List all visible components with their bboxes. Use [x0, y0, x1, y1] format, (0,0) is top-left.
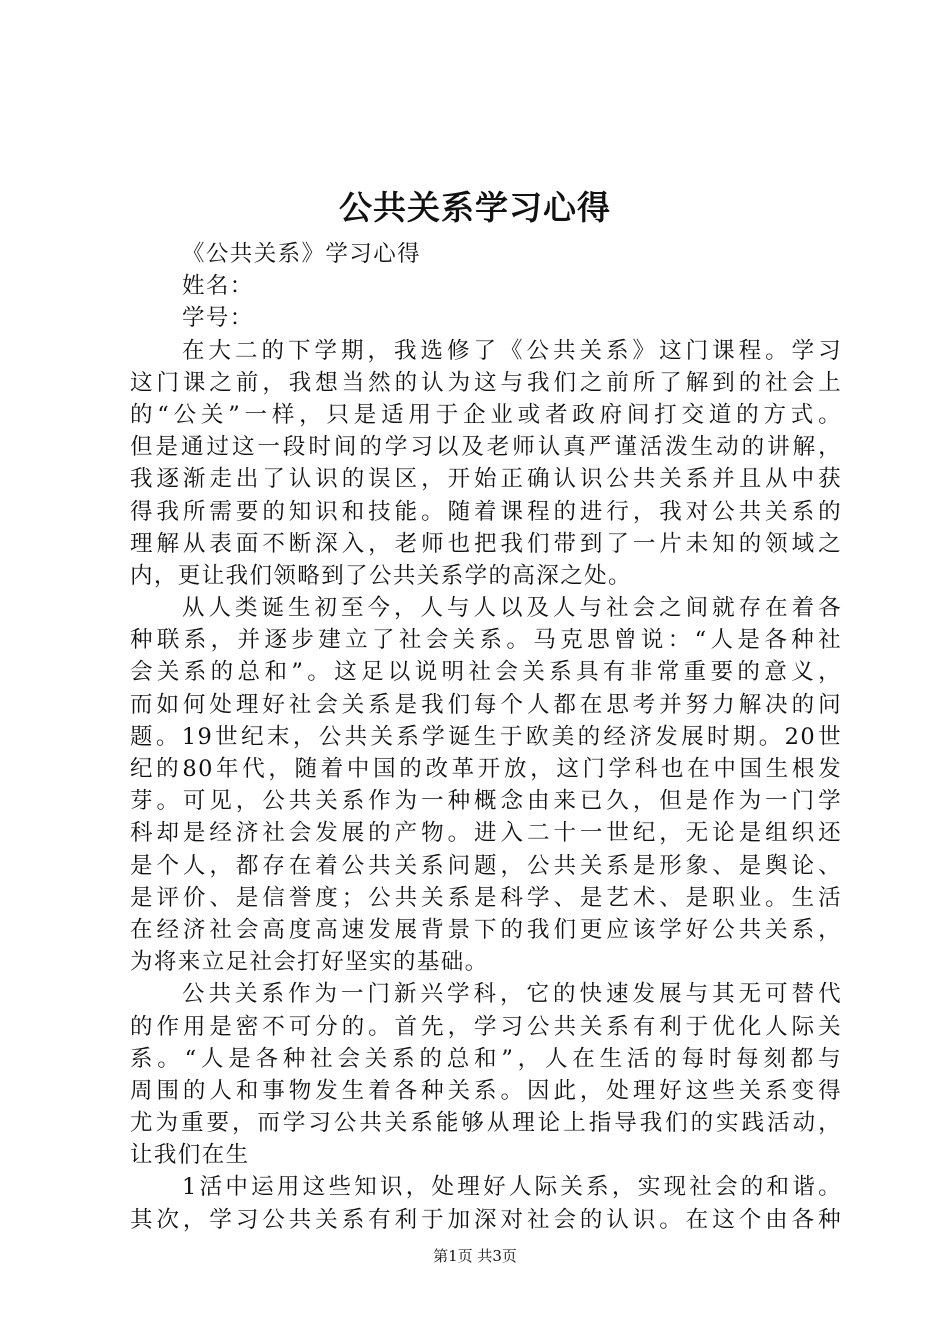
- body-line: 但是通过这一段时间的学习以及老师认真严谨活泼生动的讲解，: [130, 434, 842, 461]
- body-line: 学号：: [182, 305, 254, 332]
- body-line: 在经济社会高度高速发展背景下的我们更应该学好公共关系，: [130, 916, 842, 943]
- body-line: 在大二的下学期，我选修了《公共关系》这门课程。学习: [182, 337, 842, 364]
- document-title: 公共关系学习心得: [339, 188, 611, 227]
- body-line: 芽。可见，公共关系作为一种概念由来已久，但是作为一门学: [130, 788, 842, 815]
- body-line: 题。19世纪末，公共关系学诞生于欧美的经济发展时期。20世: [130, 723, 842, 750]
- body-line: 这门课之前，我想当然的认为这与我们之前所了解到的社会上: [130, 369, 842, 396]
- body-line: 《公共关系》学习心得: [182, 241, 422, 267]
- body-line: 而如何处理好社会关系是我们每个人都在思考并努力解决的问: [130, 691, 842, 718]
- body-line: 其次，学习公共关系有利于加深对社会的认识。在这个由各种: [130, 1206, 842, 1233]
- body-line: 周围的人和事物发生着各种关系。因此，处理好这些关系变得: [130, 1077, 842, 1104]
- body-line: 让我们在生: [130, 1142, 250, 1169]
- body-line: 种联系，并逐步建立了社会关系。马克思曾说：“人是各种社: [130, 627, 842, 654]
- body-line: 我逐渐走出了认识的误区，开始正确认识公共关系并且从中获: [130, 466, 842, 493]
- body-line: 科却是经济社会发展的产物。进入二十一世纪，无论是组织还: [130, 820, 842, 847]
- body-line: 是评价、是信誉度；公共关系是科学、是艺术、是职业。生活: [130, 884, 842, 911]
- body-line: 会关系的总和”。这足以说明社会关系具有非常重要的意义，: [130, 659, 842, 686]
- body-line: 系。“人是各种社会关系的总和”，人在生活的每时每刻都与: [130, 1045, 842, 1072]
- body-line: 内，更让我们领略到了公共关系学的高深之处。: [130, 562, 632, 589]
- body-line: 1活中运用这些知识，处理好人际关系，实现社会的和谐。: [182, 1174, 842, 1201]
- body-line: 从人类诞生初至今，人与人以及人与社会之间就存在着各: [182, 595, 842, 622]
- body-line: 尤为重要，而学习公共关系能够从理论上指导我们的实践活动，: [130, 1110, 842, 1137]
- body-line: 得我所需要的知识和技能。随着课程的进行，我对公共关系的: [130, 498, 842, 525]
- body-line: 为将来立足社会打好坚实的基础。: [130, 949, 489, 976]
- page-footer: 第1页 共3页: [433, 1247, 517, 1265]
- body-line: 公共关系作为一门新兴学科，它的快速发展与其无可替代: [182, 981, 842, 1008]
- body-line: 理解从表面不断深入，老师也把我们带到了一片未知的领域之: [130, 530, 842, 557]
- body-line: 姓名：: [182, 273, 254, 300]
- body-line: 纪的80年代，随着中国的改革开放，这门学科也在中国生根发: [130, 756, 842, 782]
- body-line: 是个人，都存在着公共关系问题，公共关系是形象、是舆论、: [130, 852, 842, 879]
- body-line: 的作用是密不可分的。首先，学习公共关系有利于优化人际关: [130, 1013, 842, 1040]
- body-line: 的“公关”一样，只是适用于企业或者政府间打交道的方式。: [130, 401, 842, 428]
- document-body: [130, 238, 842, 1236]
